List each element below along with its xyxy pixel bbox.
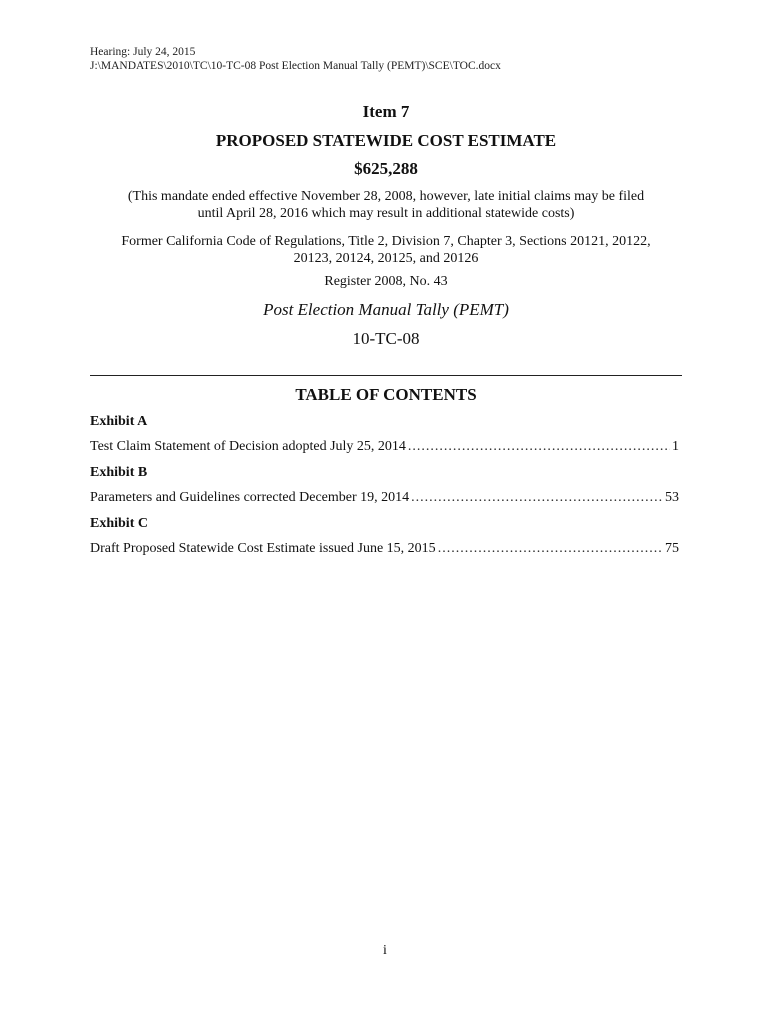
toc-entry-title[interactable]: Parameters and Guidelines corrected December 19, 2014: [90, 490, 410, 505]
document-title: PROPOSED STATEWIDE COST ESTIMATE: [215, 131, 557, 150]
toc-entry-title[interactable]: Draft Proposed Statewide Cost Estimate issued June 15, 2015: [90, 541, 436, 556]
toc-entry-exhibit-c[interactable]: [90, 541, 679, 557]
mandate-note-line-1: (This mandate ended effective November 28, 2008, however, late initial claims may be filed: [127, 189, 645, 204]
file-path: J:\MANDATES\2010\TC\10-TC-08 Post Election Manual Tally (PEMT)\SCE\TOC.docx: [90, 60, 501, 72]
regulations-line-2: 20123, 20124, 20125, and 20126: [293, 251, 479, 266]
toc-entry-page[interactable]: 75: [665, 541, 679, 556]
register-reference: Register 2008, No. 43: [324, 274, 448, 289]
toc-entry-page[interactable]: 53: [665, 490, 679, 505]
mandate-note: [90, 188, 682, 222]
page-number: i: [383, 943, 387, 958]
program-name: Post Election Manual Tally (PEMT): [263, 300, 509, 319]
toc-dot-leader: [438, 541, 663, 557]
regulations-line-1: Former California Code of Regulations, Title 2, Division 7, Chapter 3, Sections 20121, 20122,: [121, 234, 651, 249]
toc-entry-exhibit-b[interactable]: [90, 490, 679, 506]
mandate-note-line-2: until April 28, 2016 which may result in additional statewide costs): [197, 206, 575, 221]
document-header: [90, 45, 501, 73]
toc-dot-leader: [408, 439, 670, 455]
regulations-reference: [90, 233, 682, 267]
toc-entry-title[interactable]: Test Claim Statement of Decision adopted July 25, 2014: [90, 439, 406, 454]
exhibit-c-heading: Exhibit C: [90, 516, 148, 531]
hearing-date: Hearing: July 24, 2015: [90, 46, 196, 58]
exhibit-b-heading: Exhibit B: [90, 465, 148, 480]
toc-dot-leader: [411, 490, 663, 506]
section-divider: [90, 375, 682, 376]
toc-entry-exhibit-a[interactable]: [90, 439, 679, 455]
case-number: 10-TC-08: [352, 329, 420, 348]
exhibit-a-heading: Exhibit A: [90, 414, 148, 429]
item-title: Item 7: [362, 102, 410, 121]
toc-heading: TABLE OF CONTENTS: [295, 385, 477, 404]
cost-amount: $625,288: [354, 159, 418, 178]
toc-entry-page[interactable]: 1: [672, 439, 679, 454]
